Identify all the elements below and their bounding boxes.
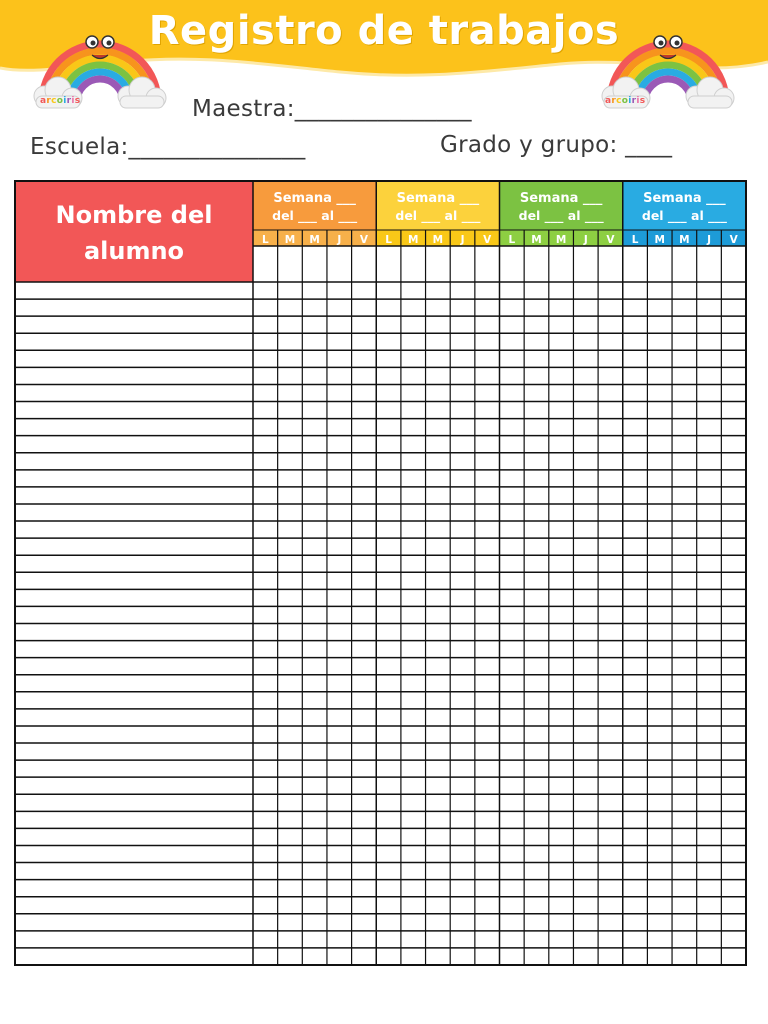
day-label-4-4: J xyxy=(707,234,711,246)
student-name-cell[interactable] xyxy=(15,470,253,487)
day-label-1-3: M xyxy=(309,234,320,246)
day-label-1-5: V xyxy=(359,234,368,246)
day-label-2-4: J xyxy=(460,234,465,246)
name-header-label-1: Nombre del xyxy=(55,201,213,229)
student-name-cell[interactable] xyxy=(15,299,253,316)
student-name-cell[interactable] xyxy=(15,828,253,845)
day-label-4-5: V xyxy=(729,234,738,246)
student-name-cell[interactable] xyxy=(15,726,253,743)
student-name-cell[interactable] xyxy=(15,419,253,436)
week-range-4: del ___ al ___ xyxy=(641,208,727,223)
week-range-2: del ___ al ___ xyxy=(395,208,481,223)
student-name-cell[interactable] xyxy=(15,504,253,521)
name-header-label-2: alumno xyxy=(83,237,185,265)
student-name-cell[interactable] xyxy=(15,794,253,811)
page-title: Registro de trabajos xyxy=(148,8,620,54)
student-name-cell[interactable] xyxy=(15,624,253,641)
student-name-cell[interactable] xyxy=(15,760,253,777)
week-title-2: Semana ___ xyxy=(396,191,480,206)
student-name-cell[interactable] xyxy=(15,350,253,367)
student-name-cell[interactable] xyxy=(15,743,253,760)
student-name-cell[interactable] xyxy=(15,453,253,470)
day-label-3-1: L xyxy=(508,234,516,246)
grado-grupo-field[interactable]: Grado y grupo: ____ xyxy=(440,132,673,158)
brand-logo-right: arcoiris xyxy=(605,96,646,106)
week-range-1: del ___ al ___ xyxy=(272,208,358,223)
student-name-cell[interactable] xyxy=(15,863,253,880)
student-name-cell[interactable] xyxy=(15,658,253,675)
student-name-cell[interactable] xyxy=(15,897,253,914)
student-name-cell[interactable] xyxy=(15,709,253,726)
day-label-1-1: L xyxy=(261,234,269,246)
student-name-cell[interactable] xyxy=(15,675,253,692)
name-header-cell xyxy=(15,181,253,282)
student-name-cell[interactable] xyxy=(15,538,253,555)
student-name-cell[interactable] xyxy=(15,692,253,709)
student-name-cell[interactable] xyxy=(15,845,253,862)
day-label-1-2: M xyxy=(284,234,296,246)
student-name-cell[interactable] xyxy=(15,931,253,948)
student-name-cell[interactable] xyxy=(15,914,253,931)
student-name-cell[interactable] xyxy=(15,555,253,572)
brand-logo-left: arcoiris xyxy=(40,96,81,106)
day-label-3-3: M xyxy=(555,234,567,246)
student-name-cell[interactable] xyxy=(15,367,253,384)
maestra-field[interactable]: Maestra:_______________ xyxy=(192,96,472,122)
week-range-3: del ___ al ___ xyxy=(518,208,604,223)
student-name-cell[interactable] xyxy=(15,333,253,350)
student-name-cell[interactable] xyxy=(15,487,253,504)
student-name-cell[interactable] xyxy=(15,948,253,965)
student-name-cell[interactable] xyxy=(15,521,253,538)
day-label-2-1: L xyxy=(385,234,392,246)
day-label-3-4: J xyxy=(583,234,588,246)
student-name-cell[interactable] xyxy=(15,606,253,623)
day-label-3-5: V xyxy=(606,234,615,246)
day-label-2-3: M xyxy=(432,234,444,246)
day-label-4-1: L xyxy=(631,234,639,246)
student-name-cell[interactable] xyxy=(15,589,253,606)
day-label-1-4: J xyxy=(337,234,342,246)
day-label-2-5: V xyxy=(483,234,492,246)
student-name-cell[interactable] xyxy=(15,436,253,453)
student-name-cell[interactable] xyxy=(15,282,253,299)
week-title-4: Semana ___ xyxy=(643,191,726,206)
student-name-cell[interactable] xyxy=(15,777,253,794)
student-name-cell[interactable] xyxy=(15,880,253,897)
student-name-cell[interactable] xyxy=(15,402,253,419)
student-name-cell[interactable] xyxy=(15,316,253,333)
week-title-3: Semana ___ xyxy=(519,191,603,206)
day-label-2-2: M xyxy=(407,234,419,246)
student-name-cell[interactable] xyxy=(15,641,253,658)
student-name-cell[interactable] xyxy=(15,384,253,401)
day-label-4-2: M xyxy=(654,234,665,246)
escuela-field[interactable]: Escuela:_______________ xyxy=(30,134,306,160)
day-label-3-2: M xyxy=(531,234,542,246)
day-label-4-3: M xyxy=(679,234,690,246)
student-name-cell[interactable] xyxy=(15,572,253,589)
week-title-1: Semana ___ xyxy=(273,191,356,206)
student-name-cell[interactable] xyxy=(15,811,253,828)
